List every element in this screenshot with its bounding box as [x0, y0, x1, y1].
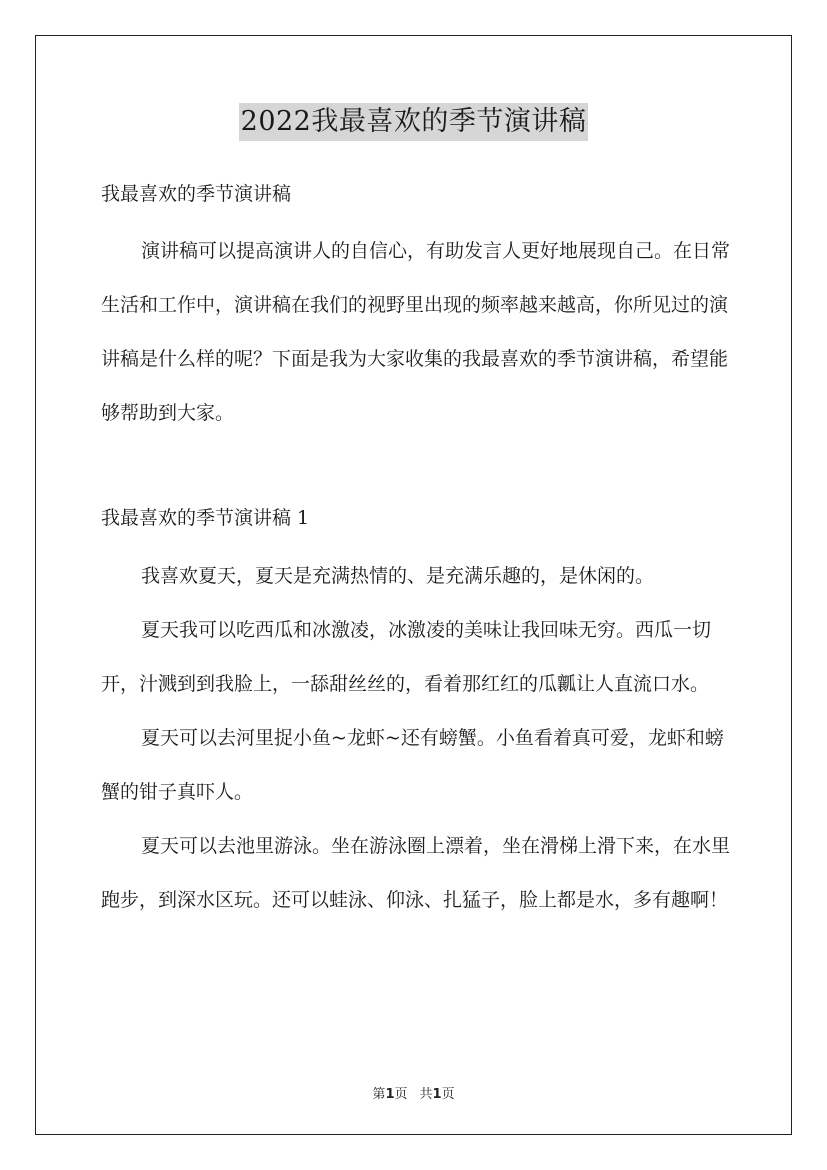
body-paragraph: 我喜欢夏天，夏天是充满热情的、是充满乐趣的，是休闲的。	[141, 565, 655, 587]
blank-line	[101, 440, 741, 494]
page-total: 1	[432, 1087, 442, 1102]
total-suffix: 页	[441, 1087, 455, 1102]
document-title-wrapper	[0, 103, 827, 141]
page-current: 1	[385, 1087, 395, 1102]
intro-paragraph: 演讲稿可以提高演讲人的自信心，有助发言人更好地展现自己。在日常生活和工作中，演讲稿在我们的视野里出现的频率越来越高，你所见过的演讲稿是什么样的呢？下面是我为大家收集的我最喜欢的季节演讲稿，希望能够帮助到大家。	[101, 240, 731, 424]
document-body	[101, 172, 741, 927]
body-paragraph: 夏天我可以吃西瓜和冰激凌，冰激凌的美味让我回味无穷。西瓜一切开，汁溅到到我脸上，一舔甜丝丝的，看着那红红的瓜瓤让人直流口水。	[101, 619, 712, 695]
section-heading: 我最喜欢的季节演讲稿 1	[101, 507, 310, 529]
body-paragraph: 夏天可以去池里游泳。坐在游泳圈上漂着，坐在滑梯上滑下来，在水里跑步，到深水区玩。还可以蛙泳、仰泳、扎猛子，脸上都是水，多有趣啊！	[101, 835, 731, 911]
page-suffix: 页	[394, 1087, 408, 1102]
document-subtitle: 我最喜欢的季节演讲稿	[101, 183, 292, 205]
body-paragraph: 夏天可以去河里捉小鱼~龙虾~还有螃蟹。小鱼看着真可爱，龙虾和螃蟹的钳子真吓人。	[101, 727, 724, 803]
page-footer	[0, 1083, 827, 1102]
document-title: 2022我最喜欢的季节演讲稿	[239, 103, 589, 141]
page-prefix: 第	[372, 1087, 386, 1102]
total-prefix: 共	[419, 1087, 433, 1102]
